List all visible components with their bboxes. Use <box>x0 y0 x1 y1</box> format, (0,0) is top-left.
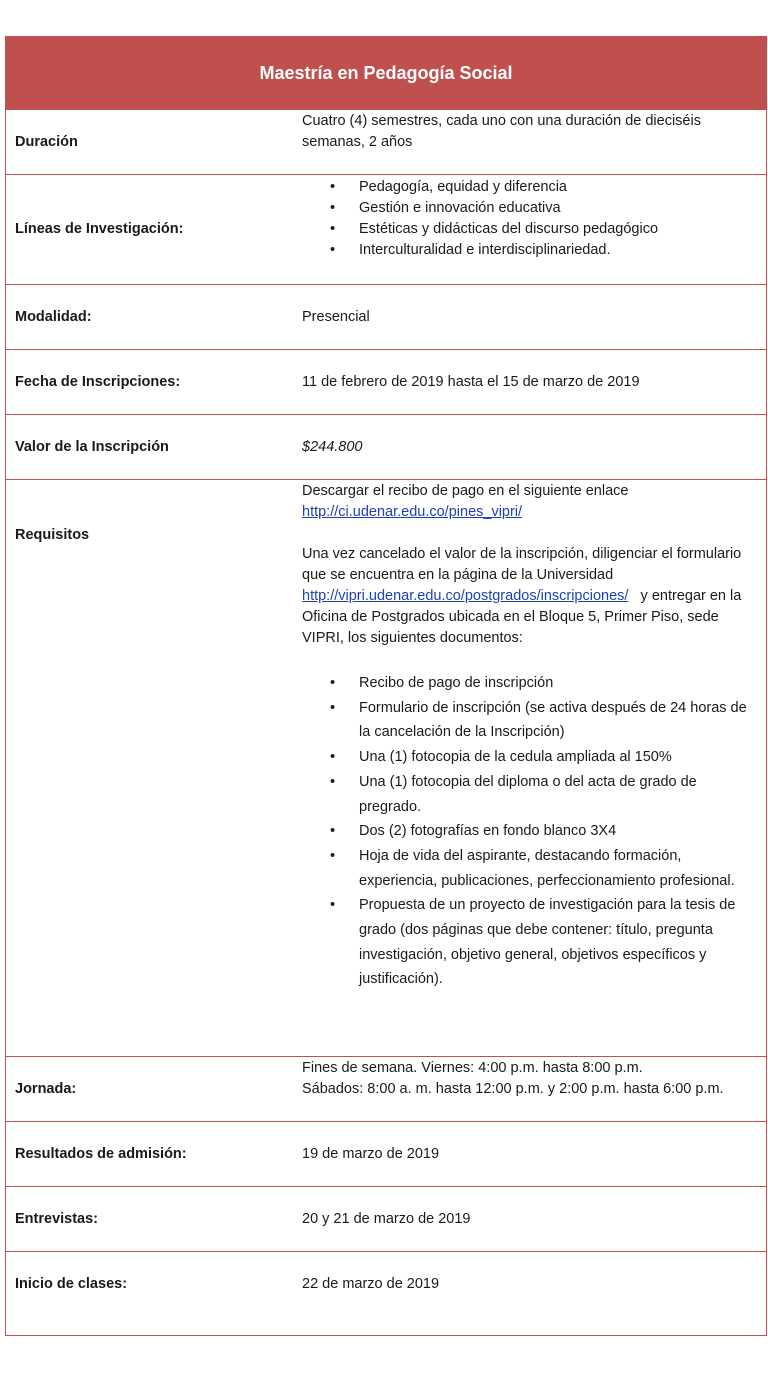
row-valor <box>6 414 766 479</box>
row-fecha <box>6 349 766 414</box>
list-item: • Recibo de pago de inscripción <box>302 671 758 696</box>
list-item: • Formulario de inscripción (se activa después de 24 horas de la cancelación de la Inscripción) <box>302 696 758 745</box>
requisitos-list <box>302 671 758 992</box>
label-modalidad: Modalidad: <box>15 309 92 325</box>
label-resultados: Resultados de admisión: <box>15 1146 187 1162</box>
list-item: • Hoja de vida del aspirante, destacando formación, experiencia, publicaciones, perfeccionamiento profesional. <box>302 844 758 893</box>
value-resultados: 19 de marzo de 2019 <box>302 1146 440 1162</box>
label-inicio: Inicio de clases: <box>15 1276 128 1292</box>
row-entrevistas <box>6 1186 766 1251</box>
label-requisitos: Requisitos <box>15 527 90 543</box>
value-valor: $244.800 <box>302 439 363 455</box>
jornada-line-2: Sábados: 8:00 a. m. hasta 12:00 p.m. y 2:00 p.m. hasta 6:00 p.m. <box>302 1081 724 1097</box>
label-valor: Valor de la Inscripción <box>15 439 169 455</box>
label-jornada: Jornada: <box>15 1081 77 1097</box>
lineas-list <box>302 177 758 261</box>
list-item: • Gestión e innovación educativa <box>302 198 758 219</box>
label-fecha: Fecha de Inscripciones: <box>15 374 181 390</box>
list-item: • Pedagogía, equidad y diferencia <box>302 177 758 198</box>
list-item: • Propuesta de un proyecto de investigación para la tesis de grado (dos páginas que debe contener: título, pregunta investigación, objetivo general, objetivos específicos y justificación). <box>302 893 758 992</box>
row-resultados <box>6 1121 766 1186</box>
list-item: • Una (1) fotocopia de la cedula ampliada al 150% <box>302 745 758 770</box>
page-title: Maestría en Pedagogía Social <box>259 62 513 83</box>
list-item: • Estéticas y didácticas del discurso pedagógico <box>302 219 758 240</box>
paragraph-end: y entregar en la Oficina de Postgrados ubicada en el Bloque 5, Primer Piso, sede VIPRI, los siguientes documentos: <box>302 588 742 646</box>
row-jornada <box>6 1056 766 1121</box>
value-lineas <box>302 177 758 261</box>
value-fecha: 11 de febrero de 2019 hasta el 15 de marzo de 2019 <box>302 374 640 390</box>
row-duracion <box>6 109 766 174</box>
list-item: • Dos (2) fotografías en fondo blanco 3X4 <box>302 819 758 844</box>
row-inicio <box>6 1251 766 1336</box>
label-duracion: Duración <box>15 134 78 150</box>
row-lineas <box>6 174 766 284</box>
list-item: • Interculturalidad e interdisciplinariedad. <box>302 240 758 261</box>
row-modalidad <box>6 284 766 349</box>
table-header <box>6 37 766 109</box>
value-duracion: Cuatro (4) semestres, cada uno con una duración de dieciséis semanas, 2 años <box>302 113 701 150</box>
label-entrevistas: Entrevistas: <box>15 1211 99 1227</box>
value-inicio: 22 de marzo de 2019 <box>302 1276 440 1292</box>
label-lineas: Líneas de Investigación: <box>15 221 184 237</box>
paragraph-start: Una vez cancelado el valor de la inscripción, diligenciar el formulario que se encuentra en la página de la Universidad <box>302 546 742 583</box>
program-info-table <box>5 36 767 1336</box>
value-jornada <box>302 1058 758 1100</box>
value-entrevistas: 20 y 21 de marzo de 2019 <box>302 1211 471 1227</box>
row-requisitos <box>6 479 766 1056</box>
jornada-line-1: Fines de semana. Viernes: 4:00 p.m. hasta 8:00 p.m. <box>302 1060 643 1076</box>
value-requisitos <box>302 481 758 992</box>
list-item: • Una (1) fotocopia del diploma o del acta de grado de pregrado. <box>302 770 758 819</box>
requisitos-paragraph <box>302 544 758 649</box>
requisitos-intro: Descargar el recibo de pago en el siguiente enlace <box>302 483 629 499</box>
pines-link[interactable]: http://ci.udenar.edu.co/pines_vipri/ <box>302 504 523 520</box>
inscripciones-link[interactable]: http://vipri.udenar.edu.co/postgrados/inscripciones/ <box>302 588 629 604</box>
value-modalidad: Presencial <box>302 309 370 325</box>
